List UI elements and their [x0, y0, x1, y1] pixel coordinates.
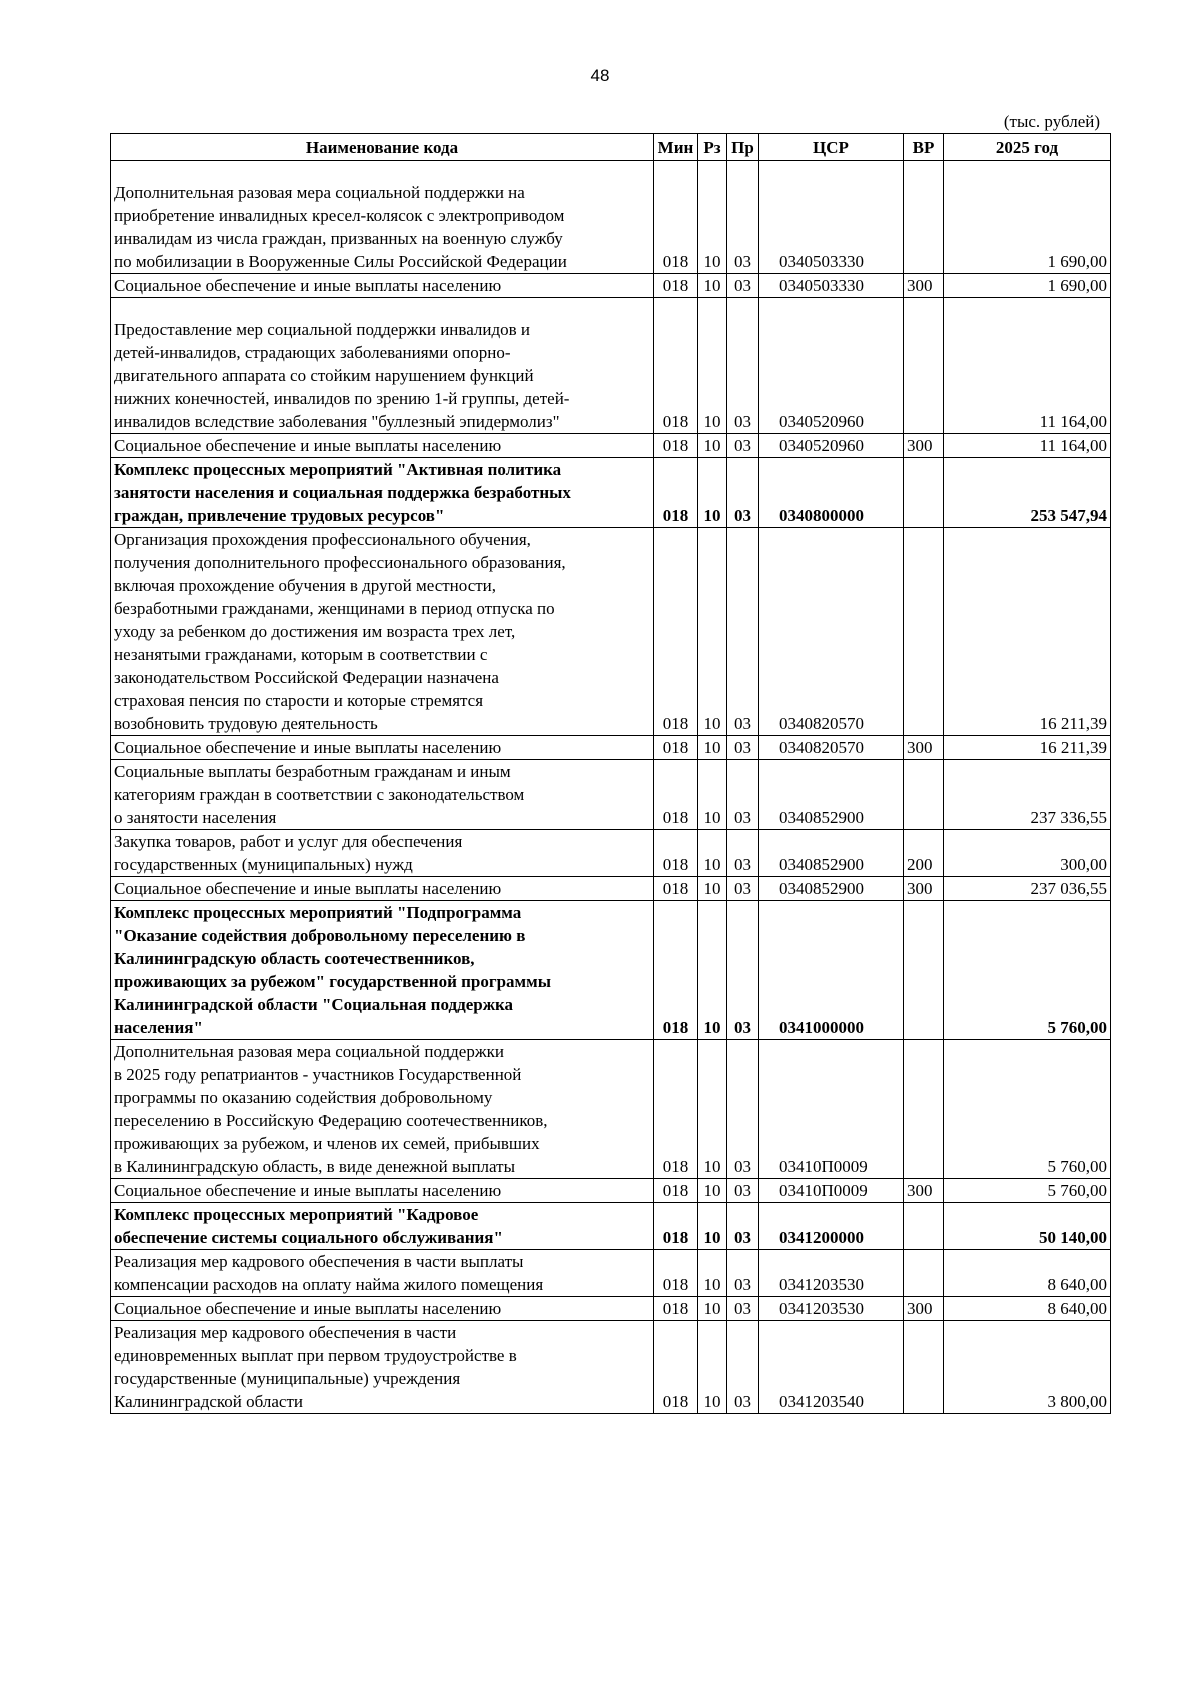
row-rz: 10 — [698, 434, 727, 458]
row-vr: 300 — [904, 736, 944, 760]
row-pr: 03 — [727, 274, 759, 298]
row-vr — [904, 1040, 944, 1179]
row-sum: 16 211,39 — [944, 736, 1111, 760]
row-sum: 253 547,94 — [944, 458, 1111, 528]
row-vr — [904, 1250, 944, 1297]
row-name: Социальное обеспечение и иные выплаты населению — [111, 877, 654, 901]
row-name: Комплекс процессных мероприятий "Подпрограмма "Оказание содействия добровольному переселению в Калининградскую область соотечественников, проживающих за рубежом" государственной программы Калининградской области "Социальная поддержка населения" — [111, 901, 654, 1040]
header-pr: Пр — [727, 134, 759, 161]
row-name: Дополнительная разовая мера социальной поддержки на приобретение инвалидных кресел-колясок с электроприводом инвалидам из числа граждан, призванных на военную службу по мобилизации в Вооруженные Силы Российской Федерации — [111, 161, 654, 274]
table-row — [111, 1321, 1111, 1414]
row-vr: 300 — [904, 274, 944, 298]
table-row — [111, 760, 1111, 830]
row-sum: 50 140,00 — [944, 1203, 1111, 1250]
row-csr: 0340503330 — [759, 161, 904, 274]
row-sum: 11 164,00 — [944, 434, 1111, 458]
row-min: 018 — [654, 830, 698, 877]
row-rz: 10 — [698, 877, 727, 901]
row-name: Комплекс процессных мероприятий "Кадровое обеспечение системы социального обслуживания" — [111, 1203, 654, 1250]
header-vr: ВР — [904, 134, 944, 161]
row-sum: 237 336,55 — [944, 760, 1111, 830]
row-sum: 1 690,00 — [944, 274, 1111, 298]
budget-table — [110, 133, 1111, 1414]
row-name: Закупка товаров, работ и услуг для обеспечения государственных (муниципальных) нужд — [111, 830, 654, 877]
row-rz: 10 — [698, 1179, 727, 1203]
row-name: Социальные выплаты безработным гражданам и иным категориям граждан в соответствии с законодательством о занятости населения — [111, 760, 654, 830]
row-min: 018 — [654, 1203, 698, 1250]
row-csr: 0341200000 — [759, 1203, 904, 1250]
row-min: 018 — [654, 528, 698, 736]
table-row — [111, 830, 1111, 877]
row-name: Социальное обеспечение и иные выплаты населению — [111, 434, 654, 458]
header-min: Мин — [654, 134, 698, 161]
row-rz: 10 — [698, 1321, 727, 1414]
header-year: 2025 год — [944, 134, 1111, 161]
row-rz: 10 — [698, 1040, 727, 1179]
row-csr: 03410П0009 — [759, 1179, 904, 1203]
row-vr — [904, 1321, 944, 1414]
row-pr: 03 — [727, 830, 759, 877]
row-vr — [904, 298, 944, 434]
row-pr: 03 — [727, 1321, 759, 1414]
row-min: 018 — [654, 1040, 698, 1179]
table-row — [111, 877, 1111, 901]
table-row — [111, 736, 1111, 760]
row-csr: 0340820570 — [759, 528, 904, 736]
row-min: 018 — [654, 1179, 698, 1203]
row-pr: 03 — [727, 1297, 759, 1321]
row-vr — [904, 760, 944, 830]
row-min: 018 — [654, 161, 698, 274]
row-rz: 10 — [698, 1250, 727, 1297]
table-row — [111, 458, 1111, 528]
row-vr: 300 — [904, 1179, 944, 1203]
row-min: 018 — [654, 434, 698, 458]
row-csr: 0340520960 — [759, 434, 904, 458]
page-number: 48 — [590, 66, 610, 85]
row-sum: 8 640,00 — [944, 1250, 1111, 1297]
row-vr: 200 — [904, 830, 944, 877]
row-csr: 0340800000 — [759, 458, 904, 528]
row-csr: 0341203540 — [759, 1321, 904, 1414]
row-sum: 5 760,00 — [944, 901, 1111, 1040]
row-csr: 0340852900 — [759, 877, 904, 901]
row-sum: 237 036,55 — [944, 877, 1111, 901]
row-min: 018 — [654, 1297, 698, 1321]
row-sum: 11 164,00 — [944, 298, 1111, 434]
row-name: Реализация мер кадрового обеспечения в части единовременных выплат при первом трудоустройстве в государственные (муниципальные) учреждения Калининградской области — [111, 1321, 654, 1414]
row-rz: 10 — [698, 1297, 727, 1321]
row-min: 018 — [654, 274, 698, 298]
row-name: Социальное обеспечение и иные выплаты населению — [111, 1297, 654, 1321]
row-rz: 10 — [698, 274, 727, 298]
header-csr: ЦСР — [759, 134, 904, 161]
row-name: Социальное обеспечение и иные выплаты населению — [111, 736, 654, 760]
table-row — [111, 1203, 1111, 1250]
units-label: (тыс. рублей) — [1003, 112, 1100, 131]
row-name: Дополнительная разовая мера социальной поддержки в 2025 году репатриантов - участников Государственной программы по оказанию содействия добровольному переселению в Российскую Федерацию соотечественников, проживающих за рубежом, и членов их семей, прибывших в Калининградскую область, в виде денежной выплаты — [111, 1040, 654, 1179]
row-pr: 03 — [727, 877, 759, 901]
row-pr: 03 — [727, 760, 759, 830]
row-rz: 10 — [698, 1203, 727, 1250]
row-vr — [904, 528, 944, 736]
row-csr: 0341203530 — [759, 1297, 904, 1321]
table-row — [111, 434, 1111, 458]
row-sum: 5 760,00 — [944, 1040, 1111, 1179]
row-sum: 300,00 — [944, 830, 1111, 877]
row-name: Предоставление мер социальной поддержки инвалидов и детей-инвалидов, страдающих заболеваниями опорно- двигательного аппарата со стойким нарушением функций нижних конечностей, инвалидов по зрению 1-й группы, детей- инвалидов вследствие заболевания "буллезный эпидермолиз" — [111, 298, 654, 434]
row-pr: 03 — [727, 736, 759, 760]
row-min: 018 — [654, 877, 698, 901]
row-pr: 03 — [727, 1203, 759, 1250]
row-name: Комплекс процессных мероприятий "Активная политика занятости населения и социальная поддержка безработных граждан, привлечение трудовых ресурсов" — [111, 458, 654, 528]
row-rz: 10 — [698, 760, 727, 830]
row-vr — [904, 161, 944, 274]
row-min: 018 — [654, 1250, 698, 1297]
row-csr: 0341203530 — [759, 1250, 904, 1297]
row-sum: 3 800,00 — [944, 1321, 1111, 1414]
row-vr: 300 — [904, 877, 944, 901]
row-pr: 03 — [727, 298, 759, 434]
row-vr — [904, 1203, 944, 1250]
table-row — [111, 298, 1111, 434]
row-vr — [904, 458, 944, 528]
row-sum: 1 690,00 — [944, 161, 1111, 274]
table-row — [111, 1297, 1111, 1321]
row-vr: 300 — [904, 1297, 944, 1321]
row-sum: 5 760,00 — [944, 1179, 1111, 1203]
row-min: 018 — [654, 760, 698, 830]
row-min: 018 — [654, 458, 698, 528]
row-rz: 10 — [698, 528, 727, 736]
table-row — [111, 1040, 1111, 1179]
table-row — [111, 274, 1111, 298]
row-vr — [904, 901, 944, 1040]
row-rz: 10 — [698, 161, 727, 274]
row-min: 018 — [654, 901, 698, 1040]
row-pr: 03 — [727, 901, 759, 1040]
row-min: 018 — [654, 1321, 698, 1414]
table-row — [111, 528, 1111, 736]
row-csr: 0340852900 — [759, 830, 904, 877]
row-csr: 0340520960 — [759, 298, 904, 434]
row-name: Организация прохождения профессионального обучения, получения дополнительного профессионального образования, включая прохождение обучения в другой местности, безработными гражданами, женщинами в период отпуска по уходу за ребенком до достижения им возраста трех лет, незанятыми гражданами, которым в соответствии с законодательством Российской Федерации назначена страховая пенсия по старости и которые стремятся возобновить трудовую деятельность — [111, 528, 654, 736]
row-csr: 03410П0009 — [759, 1040, 904, 1179]
row-rz: 10 — [698, 830, 727, 877]
table-row — [111, 1250, 1111, 1297]
row-pr: 03 — [727, 1040, 759, 1179]
row-rz: 10 — [698, 458, 727, 528]
row-pr: 03 — [727, 1179, 759, 1203]
table-row — [111, 901, 1111, 1040]
row-csr: 0340503330 — [759, 274, 904, 298]
header-rz: Рз — [698, 134, 727, 161]
row-pr: 03 — [727, 1250, 759, 1297]
row-rz: 10 — [698, 298, 727, 434]
row-rz: 10 — [698, 901, 727, 1040]
row-pr: 03 — [727, 434, 759, 458]
row-name: Социальное обеспечение и иные выплаты населению — [111, 1179, 654, 1203]
row-pr: 03 — [727, 458, 759, 528]
header-name: Наименование кода — [111, 134, 654, 161]
row-csr: 0341000000 — [759, 901, 904, 1040]
row-csr: 0340852900 — [759, 760, 904, 830]
row-vr: 300 — [904, 434, 944, 458]
row-csr: 0340820570 — [759, 736, 904, 760]
row-min: 018 — [654, 736, 698, 760]
row-pr: 03 — [727, 161, 759, 274]
table-row — [111, 1179, 1111, 1203]
table-header-row — [111, 134, 1111, 161]
row-pr: 03 — [727, 528, 759, 736]
row-rz: 10 — [698, 736, 727, 760]
row-sum: 8 640,00 — [944, 1297, 1111, 1321]
row-name: Социальное обеспечение и иные выплаты населению — [111, 274, 654, 298]
row-name: Реализация мер кадрового обеспечения в части выплаты компенсации расходов на оплату найма жилого помещения — [111, 1250, 654, 1297]
row-sum: 16 211,39 — [944, 528, 1111, 736]
table-row — [111, 161, 1111, 274]
row-min: 018 — [654, 298, 698, 434]
